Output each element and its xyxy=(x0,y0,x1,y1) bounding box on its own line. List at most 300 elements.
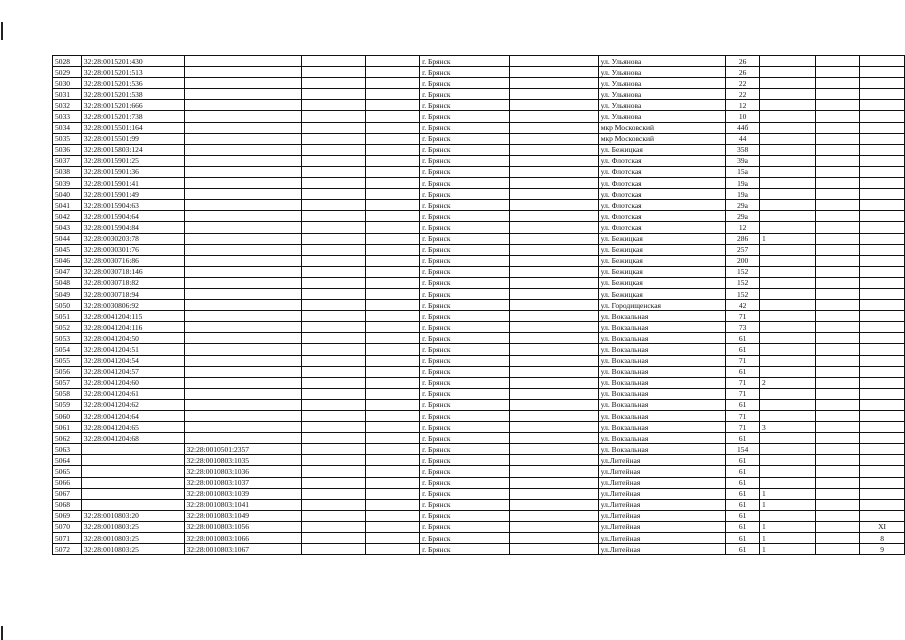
city-cell: г. Брянск xyxy=(420,366,509,377)
empty-cell xyxy=(365,89,420,100)
empty-cell xyxy=(815,322,860,333)
cadastral-number-cell: 32:28:0041204:50 xyxy=(81,333,184,344)
street-cell: ул. Вокзальная xyxy=(598,399,725,410)
empty-cell xyxy=(509,411,598,422)
row-number-cell: 5035 xyxy=(53,133,82,144)
empty-cell xyxy=(365,122,420,133)
cadastral-number-cell: 32:28:0015904:63 xyxy=(81,200,184,211)
table-row xyxy=(53,67,905,78)
building-cell xyxy=(760,466,816,477)
cadastral-number-cell xyxy=(81,455,184,466)
street-cell: ул. Вокзальная xyxy=(598,388,725,399)
empty-cell xyxy=(302,333,365,344)
apartment-cell xyxy=(860,100,905,111)
row-number-cell: 5042 xyxy=(53,211,82,222)
empty-cell xyxy=(509,56,598,67)
street-cell: ул. Флотская xyxy=(598,178,725,189)
empty-cell xyxy=(302,211,365,222)
empty-cell xyxy=(509,233,598,244)
empty-cell xyxy=(302,344,365,355)
table-row xyxy=(53,377,905,388)
cadastral-number-cell: 32:28:0015201:513 xyxy=(81,67,184,78)
object-cadastral-number-cell: 32:28:0010803:1037 xyxy=(184,477,302,488)
apartment-cell xyxy=(860,233,905,244)
building-cell xyxy=(760,244,816,255)
city-cell: г. Брянск xyxy=(420,255,509,266)
empty-cell xyxy=(365,411,420,422)
apartment-cell xyxy=(860,300,905,311)
empty-cell xyxy=(365,189,420,200)
cadastral-number-cell: 32:28:0015201:538 xyxy=(81,89,184,100)
empty-cell xyxy=(509,277,598,288)
building-cell xyxy=(760,166,816,177)
table-row xyxy=(53,366,905,377)
empty-cell xyxy=(302,355,365,366)
building-cell xyxy=(760,455,816,466)
scan-edge-mark-top xyxy=(1,22,3,40)
street-cell: ул. Вокзальная xyxy=(598,444,725,455)
empty-cell xyxy=(815,411,860,422)
object-cadastral-number-cell xyxy=(184,244,302,255)
cadastral-number-cell: 32:28:0015803:124 xyxy=(81,144,184,155)
apartment-cell xyxy=(860,277,905,288)
cadastral-number-cell: 32:28:0041204:116 xyxy=(81,322,184,333)
table-row xyxy=(53,89,905,100)
empty-cell xyxy=(509,366,598,377)
empty-cell xyxy=(365,222,420,233)
house-number-cell: 154 xyxy=(726,444,760,455)
cadastral-number-cell: 32:28:0030718:82 xyxy=(81,277,184,288)
empty-cell xyxy=(509,144,598,155)
table-row xyxy=(53,388,905,399)
object-cadastral-number-cell xyxy=(184,100,302,111)
apartment-cell xyxy=(860,477,905,488)
empty-cell xyxy=(365,333,420,344)
empty-cell xyxy=(302,89,365,100)
apartment-cell xyxy=(860,377,905,388)
empty-cell xyxy=(365,377,420,388)
cadastral-number-cell: 32:28:0041204:61 xyxy=(81,388,184,399)
city-cell: г. Брянск xyxy=(420,200,509,211)
street-cell: ул. Вокзальная xyxy=(598,422,725,433)
house-number-cell: 61 xyxy=(726,499,760,510)
empty-cell xyxy=(365,56,420,67)
building-cell xyxy=(760,144,816,155)
object-cadastral-number-cell xyxy=(184,144,302,155)
row-number-cell: 5051 xyxy=(53,311,82,322)
empty-cell xyxy=(302,266,365,277)
street-cell: ул. Бежицкая xyxy=(598,277,725,288)
street-cell: ул. Флотская xyxy=(598,155,725,166)
object-cadastral-number-cell xyxy=(184,322,302,333)
object-cadastral-number-cell xyxy=(184,233,302,244)
empty-cell xyxy=(365,544,420,555)
apartment-cell xyxy=(860,433,905,444)
object-cadastral-number-cell: 32:28:0010803:1035 xyxy=(184,455,302,466)
building-cell xyxy=(760,200,816,211)
object-cadastral-number-cell: 32:28:0010501:2357 xyxy=(184,444,302,455)
table-row xyxy=(53,300,905,311)
city-cell: г. Брянск xyxy=(420,133,509,144)
table-row xyxy=(53,544,905,555)
street-cell: ул. Бежицкая xyxy=(598,144,725,155)
building-cell xyxy=(760,178,816,189)
city-cell: г. Брянск xyxy=(420,411,509,422)
row-number-cell: 5056 xyxy=(53,366,82,377)
object-cadastral-number-cell xyxy=(184,300,302,311)
empty-cell xyxy=(302,189,365,200)
row-number-cell: 5040 xyxy=(53,189,82,200)
empty-cell xyxy=(365,244,420,255)
cadastral-number-cell: 32:28:0041204:62 xyxy=(81,399,184,410)
row-number-cell: 5047 xyxy=(53,266,82,277)
object-cadastral-number-cell xyxy=(184,178,302,189)
table-row xyxy=(53,399,905,410)
empty-cell xyxy=(302,533,365,544)
table-row xyxy=(53,244,905,255)
building-cell: 1 xyxy=(760,233,816,244)
empty-cell xyxy=(509,89,598,100)
city-cell: г. Брянск xyxy=(420,322,509,333)
city-cell: г. Брянск xyxy=(420,377,509,388)
empty-cell xyxy=(302,78,365,89)
house-number-cell: 71 xyxy=(726,411,760,422)
empty-cell xyxy=(302,233,365,244)
city-cell: г. Брянск xyxy=(420,399,509,410)
street-cell: ул.Литейная xyxy=(598,477,725,488)
cadastral-number-cell: 32:28:0030203:78 xyxy=(81,233,184,244)
row-number-cell: 5071 xyxy=(53,533,82,544)
row-number-cell: 5031 xyxy=(53,89,82,100)
apartment-cell xyxy=(860,355,905,366)
empty-cell xyxy=(302,277,365,288)
empty-cell xyxy=(815,477,860,488)
empty-cell xyxy=(815,122,860,133)
house-number-cell: 152 xyxy=(726,266,760,277)
empty-cell xyxy=(302,122,365,133)
empty-cell xyxy=(815,111,860,122)
city-cell: г. Брянск xyxy=(420,544,509,555)
table-row xyxy=(53,422,905,433)
row-number-cell: 5053 xyxy=(53,333,82,344)
empty-cell xyxy=(815,288,860,299)
empty-cell xyxy=(509,477,598,488)
city-cell: г. Брянск xyxy=(420,444,509,455)
apartment-cell xyxy=(860,455,905,466)
city-cell: г. Брянск xyxy=(420,311,509,322)
empty-cell xyxy=(815,311,860,322)
empty-cell xyxy=(365,521,420,532)
apartment-cell xyxy=(860,488,905,499)
city-cell: г. Брянск xyxy=(420,67,509,78)
empty-cell xyxy=(365,78,420,89)
street-cell: мкр Московский xyxy=(598,122,725,133)
building-cell xyxy=(760,89,816,100)
street-cell: ул.Литейная xyxy=(598,533,725,544)
cadastral-number-cell: 32:28:0015201:666 xyxy=(81,100,184,111)
street-cell: ул.Литейная xyxy=(598,544,725,555)
empty-cell xyxy=(365,533,420,544)
city-cell: г. Брянск xyxy=(420,333,509,344)
empty-cell xyxy=(509,78,598,89)
building-cell xyxy=(760,67,816,78)
city-cell: г. Брянск xyxy=(420,111,509,122)
row-number-cell: 5072 xyxy=(53,544,82,555)
row-number-cell: 5064 xyxy=(53,455,82,466)
empty-cell xyxy=(815,300,860,311)
table-row xyxy=(53,211,905,222)
empty-cell xyxy=(302,255,365,266)
building-cell xyxy=(760,189,816,200)
row-number-cell: 5038 xyxy=(53,166,82,177)
object-cadastral-number-cell xyxy=(184,422,302,433)
row-number-cell: 5028 xyxy=(53,56,82,67)
cadastral-number-cell: 32:28:0010803:20 xyxy=(81,510,184,521)
building-cell xyxy=(760,155,816,166)
house-number-cell: 257 xyxy=(726,244,760,255)
apartment-cell xyxy=(860,56,905,67)
empty-cell xyxy=(815,533,860,544)
empty-cell xyxy=(509,499,598,510)
city-cell: г. Брянск xyxy=(420,178,509,189)
cadastral-number-cell: 32:28:0041204:115 xyxy=(81,311,184,322)
building-cell xyxy=(760,411,816,422)
table-row xyxy=(53,455,905,466)
row-number-cell: 5039 xyxy=(53,178,82,189)
building-cell xyxy=(760,111,816,122)
object-cadastral-number-cell xyxy=(184,411,302,422)
empty-cell xyxy=(302,311,365,322)
table-row xyxy=(53,477,905,488)
empty-cell xyxy=(815,155,860,166)
empty-cell xyxy=(365,344,420,355)
row-number-cell: 5059 xyxy=(53,399,82,410)
table-row xyxy=(53,222,905,233)
row-number-cell: 5030 xyxy=(53,78,82,89)
empty-cell xyxy=(302,399,365,410)
street-cell: ул. Бежицкая xyxy=(598,288,725,299)
house-number-cell: 39а xyxy=(726,155,760,166)
house-number-cell: 61 xyxy=(726,366,760,377)
empty-cell xyxy=(302,222,365,233)
street-cell: ул. Флотская xyxy=(598,200,725,211)
house-number-cell: 61 xyxy=(726,344,760,355)
empty-cell xyxy=(302,244,365,255)
empty-cell xyxy=(509,444,598,455)
apartment-cell xyxy=(860,422,905,433)
apartment-cell xyxy=(860,133,905,144)
object-cadastral-number-cell xyxy=(184,166,302,177)
building-cell xyxy=(760,78,816,89)
apartment-cell xyxy=(860,288,905,299)
building-cell: 1 xyxy=(760,544,816,555)
building-cell xyxy=(760,255,816,266)
building-cell xyxy=(760,444,816,455)
building-cell xyxy=(760,366,816,377)
street-cell: ул. Флотская xyxy=(598,211,725,222)
empty-cell xyxy=(815,67,860,78)
empty-cell xyxy=(815,233,860,244)
empty-cell xyxy=(509,211,598,222)
cadastral-number-cell: 32:28:0041204:51 xyxy=(81,344,184,355)
city-cell: г. Брянск xyxy=(420,466,509,477)
empty-cell xyxy=(509,399,598,410)
empty-cell xyxy=(815,189,860,200)
object-cadastral-number-cell xyxy=(184,122,302,133)
empty-cell xyxy=(509,67,598,78)
cadastral-number-cell: 32:28:0041204:54 xyxy=(81,355,184,366)
city-cell: г. Брянск xyxy=(420,211,509,222)
row-number-cell: 5068 xyxy=(53,499,82,510)
object-cadastral-number-cell xyxy=(184,111,302,122)
row-number-cell: 5045 xyxy=(53,244,82,255)
empty-cell xyxy=(365,366,420,377)
apartment-cell: 8 xyxy=(860,533,905,544)
street-cell: ул. Ульянова xyxy=(598,67,725,78)
street-cell: ул. Вокзальная xyxy=(598,333,725,344)
house-number-cell: 29а xyxy=(726,211,760,222)
apartment-cell xyxy=(860,122,905,133)
table-row xyxy=(53,444,905,455)
empty-cell xyxy=(509,111,598,122)
empty-cell xyxy=(509,255,598,266)
empty-cell xyxy=(815,56,860,67)
city-cell: г. Брянск xyxy=(420,166,509,177)
apartment-cell xyxy=(860,366,905,377)
cadastral-number-cell: 32:28:0041204:60 xyxy=(81,377,184,388)
city-cell: г. Брянск xyxy=(420,56,509,67)
empty-cell xyxy=(815,333,860,344)
building-cell xyxy=(760,433,816,444)
table-row xyxy=(53,155,905,166)
empty-cell xyxy=(302,56,365,67)
city-cell: г. Брянск xyxy=(420,477,509,488)
empty-cell xyxy=(509,200,598,211)
cadastral-number-cell: 32:28:0030718:94 xyxy=(81,288,184,299)
empty-cell xyxy=(302,100,365,111)
table-row xyxy=(53,111,905,122)
street-cell: ул. Ульянова xyxy=(598,100,725,111)
empty-cell xyxy=(302,155,365,166)
row-number-cell: 5060 xyxy=(53,411,82,422)
cadastral-number-cell: 32:28:0030301:76 xyxy=(81,244,184,255)
object-cadastral-number-cell: 32:28:0010803:1056 xyxy=(184,521,302,532)
apartment-cell xyxy=(860,411,905,422)
empty-cell xyxy=(815,166,860,177)
house-number-cell: 61 xyxy=(726,488,760,499)
street-cell: ул. Ульянова xyxy=(598,78,725,89)
street-cell: ул. Ульянова xyxy=(598,111,725,122)
empty-cell xyxy=(365,433,420,444)
empty-cell xyxy=(815,133,860,144)
house-number-cell: 19а xyxy=(726,178,760,189)
city-cell: г. Брянск xyxy=(420,233,509,244)
empty-cell xyxy=(365,144,420,155)
building-cell: 2 xyxy=(760,377,816,388)
object-cadastral-number-cell xyxy=(184,67,302,78)
table-row xyxy=(53,311,905,322)
object-cadastral-number-cell xyxy=(184,288,302,299)
empty-cell xyxy=(815,222,860,233)
table-row xyxy=(53,344,905,355)
empty-cell xyxy=(302,288,365,299)
street-cell: ул. Бежицкая xyxy=(598,266,725,277)
city-cell: г. Брянск xyxy=(420,222,509,233)
empty-cell xyxy=(509,244,598,255)
object-cadastral-number-cell xyxy=(184,222,302,233)
object-cadastral-number-cell xyxy=(184,155,302,166)
table-row xyxy=(53,266,905,277)
empty-cell xyxy=(302,444,365,455)
street-cell: ул. Флотская xyxy=(598,166,725,177)
row-number-cell: 5063 xyxy=(53,444,82,455)
empty-cell xyxy=(365,255,420,266)
row-number-cell: 5062 xyxy=(53,433,82,444)
building-cell: 3 xyxy=(760,422,816,433)
building-cell xyxy=(760,399,816,410)
empty-cell xyxy=(365,233,420,244)
table-row xyxy=(53,355,905,366)
empty-cell xyxy=(302,67,365,78)
empty-cell xyxy=(365,322,420,333)
house-number-cell: 12 xyxy=(726,222,760,233)
house-number-cell: 71 xyxy=(726,422,760,433)
apartment-cell xyxy=(860,189,905,200)
row-number-cell: 5048 xyxy=(53,277,82,288)
empty-cell xyxy=(509,377,598,388)
building-cell xyxy=(760,477,816,488)
apartment-cell xyxy=(860,444,905,455)
house-number-cell: 61 xyxy=(726,477,760,488)
house-number-cell: 61 xyxy=(726,544,760,555)
city-cell: г. Брянск xyxy=(420,510,509,521)
empty-cell xyxy=(815,399,860,410)
empty-cell xyxy=(509,455,598,466)
street-cell: ул.Литейная xyxy=(598,510,725,521)
empty-cell xyxy=(302,144,365,155)
building-cell: 1 xyxy=(760,499,816,510)
empty-cell xyxy=(302,388,365,399)
house-number-cell: 29а xyxy=(726,200,760,211)
object-cadastral-number-cell xyxy=(184,89,302,100)
apartment-cell xyxy=(860,399,905,410)
empty-cell xyxy=(815,200,860,211)
empty-cell xyxy=(302,422,365,433)
cadastral-number-cell: 32:28:0041204:57 xyxy=(81,366,184,377)
apartment-cell xyxy=(860,344,905,355)
street-cell: ул.Литейная xyxy=(598,488,725,499)
row-number-cell: 5054 xyxy=(53,344,82,355)
empty-cell xyxy=(302,366,365,377)
row-number-cell: 5049 xyxy=(53,288,82,299)
house-number-cell: 61 xyxy=(726,510,760,521)
empty-cell xyxy=(815,521,860,532)
building-cell xyxy=(760,122,816,133)
house-number-cell: 71 xyxy=(726,311,760,322)
building-cell xyxy=(760,277,816,288)
street-cell: ул. Вокзальная xyxy=(598,366,725,377)
empty-cell xyxy=(815,178,860,189)
object-cadastral-number-cell: 32:28:0010803:1036 xyxy=(184,466,302,477)
empty-cell xyxy=(365,422,420,433)
house-number-cell: 44 xyxy=(726,133,760,144)
object-cadastral-number-cell xyxy=(184,377,302,388)
empty-cell xyxy=(509,433,598,444)
house-number-cell: 61 xyxy=(726,466,760,477)
object-cadastral-number-cell xyxy=(184,388,302,399)
empty-cell xyxy=(365,399,420,410)
empty-cell xyxy=(815,377,860,388)
